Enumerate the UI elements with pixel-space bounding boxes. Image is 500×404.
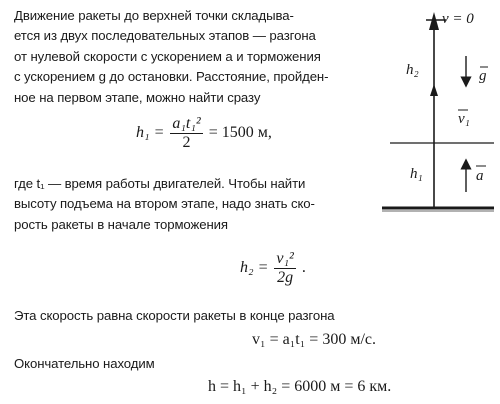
label-h1: h₁	[410, 166, 423, 182]
fraction-denominator: 2g	[277, 269, 294, 286]
paragraph-velocity	[14, 306, 374, 326]
formula-lhs: h₁ =	[136, 124, 165, 142]
fraction	[274, 250, 295, 287]
fraction-denominator: 2	[182, 134, 191, 151]
fraction	[170, 115, 202, 152]
text-line: Эта скорость равна скорости ракеты в конце разгона	[14, 308, 335, 323]
rocket-diagram	[376, 0, 500, 220]
text-line: с ускорением g до остановки. Расстояние, пройден-	[14, 69, 329, 85]
text-line: Движение ракеты до верхней точки складыва-	[14, 8, 294, 23]
paragraph-intro	[14, 6, 374, 108]
formula-lhs: h₂ =	[240, 259, 269, 277]
formula-rhs: = 1500 м,	[208, 124, 272, 142]
formula-text: v₁ = a₁t₁ = 300 м/с.	[252, 331, 376, 348]
text-line: высоту подъема на втором этапе, надо знать ско-	[14, 196, 315, 212]
text-line: где t₁ — время работы двигателей. Чтобы найти	[14, 176, 306, 191]
label-a: a	[476, 168, 484, 184]
label-h2: h₂	[406, 62, 419, 78]
formula-rhs: .	[301, 259, 306, 277]
label-g: g	[479, 68, 487, 84]
arrow-up-top-icon	[429, 12, 439, 30]
paragraph-explanation	[14, 174, 374, 235]
text-line: ется из двух последовательных этапов — разгона	[14, 28, 316, 44]
formula-h-total	[208, 378, 391, 396]
fraction-numerator: v₁²	[276, 250, 294, 267]
formula-h1	[136, 115, 272, 152]
text-line: от нулевой скорости с ускорением a и торможения	[14, 48, 321, 64]
text-line: ное на первом этапе, можно найти сразу	[14, 89, 261, 105]
fraction-numerator: a₁t₁²	[172, 115, 201, 132]
diagram-graphics	[376, 0, 500, 220]
formula-v1	[252, 331, 376, 349]
text-line: Окончательно находим	[14, 356, 155, 371]
formula-text: h = h₁ + h₂ = 6000 м = 6 км.	[208, 378, 392, 395]
arrow-up-mid-icon	[430, 84, 438, 96]
formula-h2	[240, 250, 306, 287]
paragraph-result	[14, 354, 374, 374]
text-line: рость ракеты в начале торможения	[14, 216, 228, 232]
label-v1: v₁	[458, 111, 470, 127]
label-v-zero: v = 0	[442, 11, 474, 27]
